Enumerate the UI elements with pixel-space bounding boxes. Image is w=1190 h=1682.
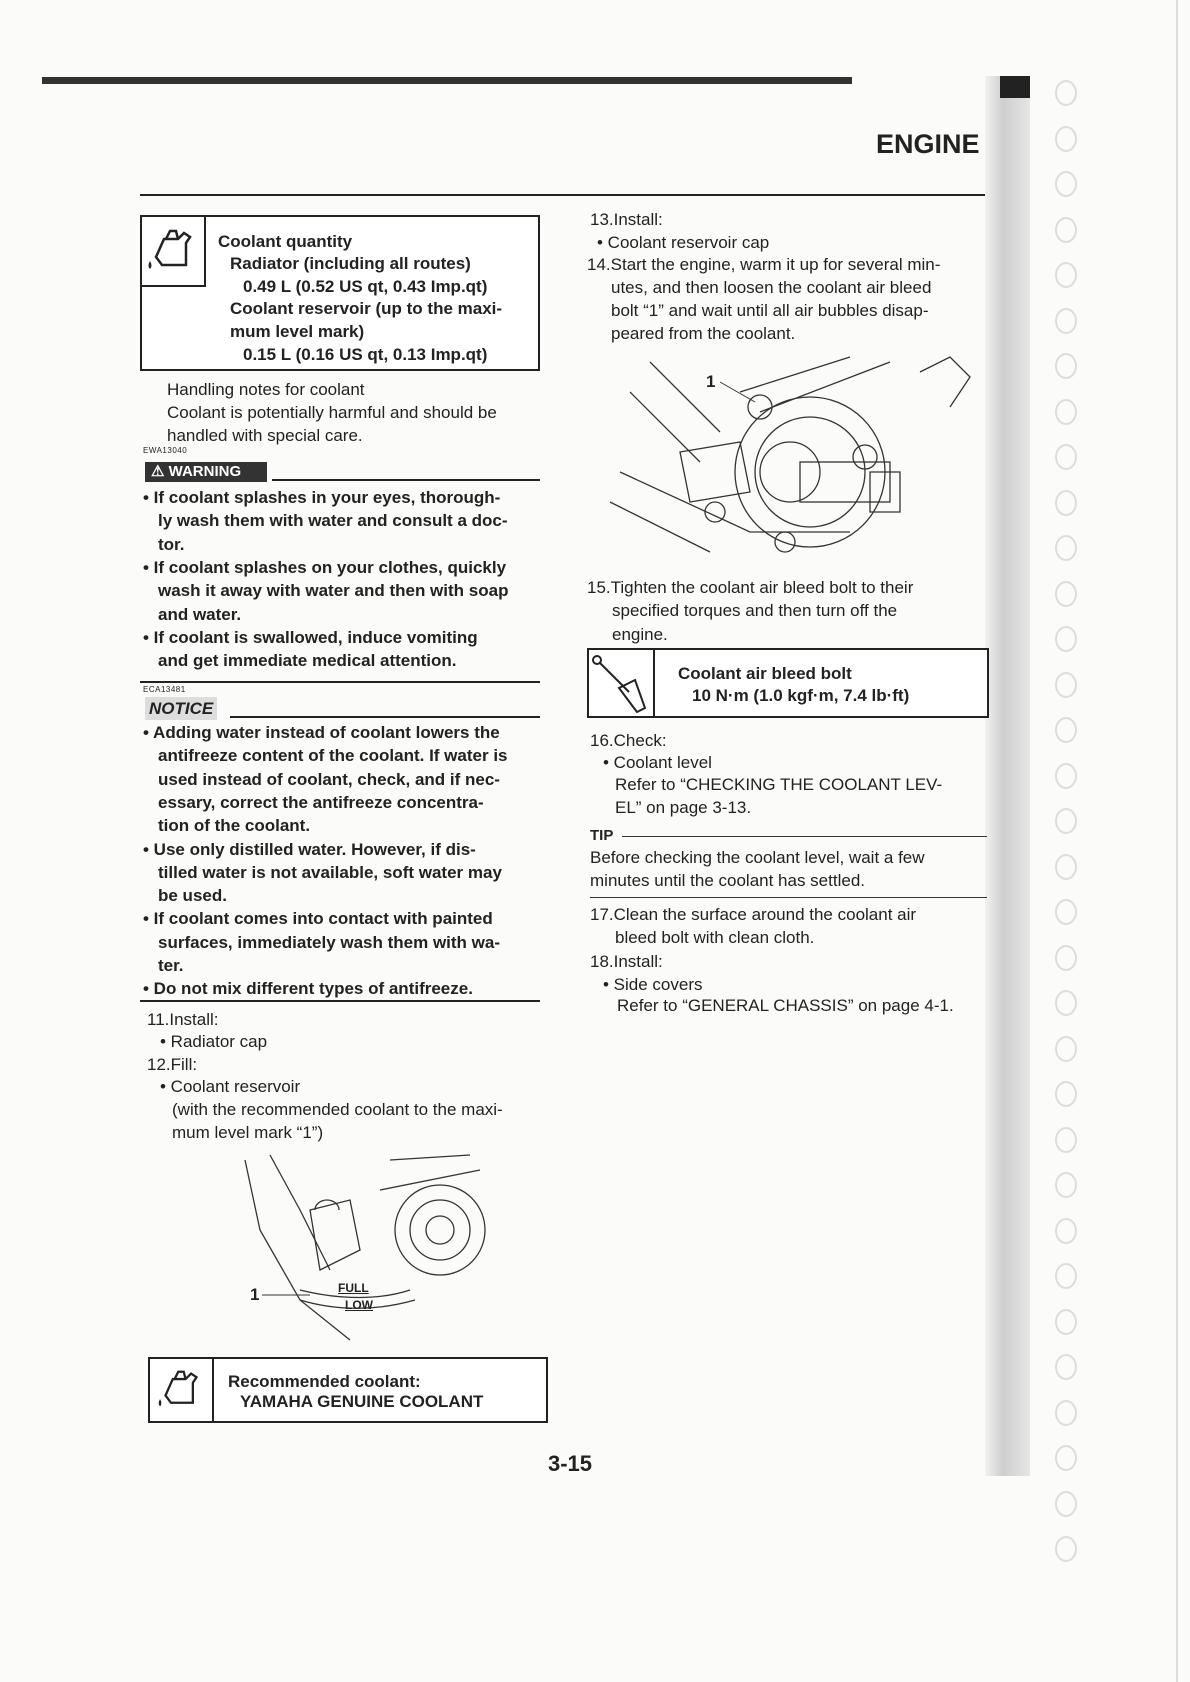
bullet-line: antifreeze content of the coolant. If water is bbox=[158, 746, 508, 766]
tip-text: minutes until the coolant has settled. bbox=[590, 871, 865, 890]
binder-hole bbox=[1055, 945, 1077, 971]
step-text: 17.Clean the surface around the coolant air bbox=[590, 905, 917, 924]
bullet-line: and water. bbox=[158, 604, 242, 624]
torque-title: Coolant air bleed bolt bbox=[678, 664, 852, 683]
step-text: • Radiator cap bbox=[160, 1032, 268, 1051]
bullet-line: • Adding water instead of coolant lowers the bbox=[143, 723, 500, 742]
step-text: • Side covers bbox=[603, 975, 703, 994]
bullet-line: • If coolant splashes on your clothes, quickly bbox=[143, 557, 507, 577]
binder-hole bbox=[1055, 717, 1077, 743]
step-text: 11.Install: bbox=[147, 1010, 219, 1029]
bullet-line: ly wash them with water and consult a doc- bbox=[158, 511, 508, 531]
section-title: ENGINE bbox=[876, 129, 980, 159]
binder-hole bbox=[1055, 990, 1077, 1016]
binder-hole bbox=[1055, 535, 1077, 561]
page-edge bbox=[1176, 0, 1178, 1682]
step-text: 12.Fill: bbox=[147, 1055, 198, 1074]
step-text: Refer to “GENERAL CHASSIS” on page 4-1. bbox=[617, 996, 954, 1015]
step-text: 15.Tighten the coolant air bleed bolt to their bbox=[587, 578, 914, 597]
binder-hole bbox=[1055, 581, 1077, 607]
step-text: mum level mark “1”) bbox=[172, 1123, 324, 1142]
binder-hole bbox=[1055, 399, 1077, 425]
engine-illustration bbox=[590, 352, 985, 570]
spec-title: Coolant quantity bbox=[218, 232, 353, 251]
low-mark: LOW bbox=[345, 1298, 373, 1312]
bullet-line: tion of the coolant. bbox=[158, 816, 311, 836]
callout-1: 1 bbox=[706, 372, 716, 391]
binder-hole bbox=[1055, 1309, 1077, 1335]
binder-hole bbox=[1055, 126, 1077, 152]
binder-hole bbox=[1055, 1036, 1077, 1062]
spec-line: Recommended coolant: bbox=[228, 1372, 421, 1391]
full-mark: FULL bbox=[338, 1281, 369, 1295]
header-bar bbox=[42, 77, 852, 84]
warning-rule bbox=[272, 479, 540, 481]
binder-hole bbox=[1055, 444, 1077, 470]
tip-text: Before checking the coolant level, wait a few bbox=[590, 848, 925, 867]
binder-hole bbox=[1055, 808, 1077, 834]
binder-hole bbox=[1055, 1536, 1077, 1562]
binder-hole bbox=[1055, 1491, 1077, 1517]
notice-badge: NOTICE bbox=[145, 697, 217, 720]
step-text: 18.Install: bbox=[590, 952, 663, 971]
step-text: utes, and then loosen the coolant air bleed bbox=[611, 278, 932, 297]
binder-hole bbox=[1055, 1445, 1077, 1471]
step-text: specified torques and then turn off the bbox=[612, 601, 898, 620]
binder-hole bbox=[1055, 1400, 1077, 1426]
binder-hole bbox=[1055, 1354, 1077, 1380]
bullet-line: • Do not mix different types of antifreeze. bbox=[143, 979, 473, 999]
tip-rule bbox=[622, 836, 987, 837]
header-tab bbox=[985, 76, 1030, 1476]
binder-hole bbox=[1055, 1263, 1077, 1289]
binder-hole bbox=[1055, 1127, 1077, 1153]
bullet-line: wash it away with water and then with soap bbox=[158, 581, 509, 601]
spec-line: Coolant reservoir (up to the maxi- bbox=[230, 299, 503, 318]
binder-hole bbox=[1055, 490, 1077, 516]
bullet-line: essary, correct the antifreeze concentra- bbox=[158, 792, 484, 812]
binder-hole bbox=[1055, 353, 1077, 379]
binder-hole bbox=[1055, 1172, 1077, 1198]
binder-hole bbox=[1055, 217, 1077, 243]
tip-end-rule bbox=[590, 897, 987, 898]
step-text: Refer to “CHECKING THE COOLANT LEV- bbox=[615, 775, 943, 794]
notice-code: ECA13481 bbox=[143, 685, 186, 694]
binder-hole bbox=[1055, 80, 1077, 106]
bullet-line: tor. bbox=[158, 534, 185, 554]
binder-hole bbox=[1055, 1218, 1077, 1244]
spec-line: mum level mark) bbox=[230, 322, 365, 341]
bullet-line: be used. bbox=[158, 886, 227, 906]
spec-line: Radiator (including all routes) bbox=[230, 254, 471, 273]
header-tab-dark bbox=[1000, 76, 1030, 98]
step-text: bolt “1” and wait until all air bubbles disap- bbox=[611, 301, 929, 320]
callout-1: 1 bbox=[250, 1285, 260, 1304]
oil-can-icon bbox=[148, 1357, 214, 1423]
step-text: 16.Check: bbox=[590, 731, 667, 750]
header-rule bbox=[140, 194, 985, 196]
bullet-line: surfaces, immediately wash them with wa- bbox=[158, 932, 501, 952]
step-text: • Coolant level bbox=[603, 753, 712, 772]
torque-wrench-icon bbox=[587, 648, 655, 718]
binder-hole bbox=[1055, 899, 1077, 925]
bullet-line: • If coolant splashes in your eyes, thorough- bbox=[143, 488, 501, 507]
binder-hole bbox=[1055, 672, 1077, 698]
step-text: bleed bolt with clean cloth. bbox=[615, 928, 815, 947]
page-number: 3-15 bbox=[548, 1451, 593, 1476]
binder-hole bbox=[1055, 626, 1077, 652]
step-text: • Coolant reservoir cap bbox=[597, 233, 770, 252]
binder-hole bbox=[1055, 171, 1077, 197]
step-text: peared from the coolant. bbox=[611, 324, 796, 343]
warning-end-rule bbox=[140, 681, 540, 683]
step-text: EL” on page 3-13. bbox=[615, 798, 752, 817]
notice-end-rule bbox=[140, 1000, 540, 1002]
spec-line: 0.49 L (0.52 US qt, 0.43 Imp.qt) bbox=[243, 277, 488, 296]
bullet-line: used instead of coolant, check, and if nec- bbox=[158, 769, 500, 789]
bullet-line: • If coolant comes into contact with painted bbox=[143, 909, 493, 929]
bullet-line: ter. bbox=[158, 956, 184, 975]
bullet-line: • Use only distilled water. However, if dis- bbox=[143, 839, 476, 859]
binder-hole bbox=[1055, 1081, 1077, 1107]
handling-text: handled with special care. bbox=[167, 426, 363, 445]
step-text: engine. bbox=[612, 625, 668, 644]
binder-hole bbox=[1055, 308, 1077, 334]
handling-text: Handling notes for coolant bbox=[167, 380, 365, 399]
bullet-line: • If coolant is swallowed, induce vomiting bbox=[143, 627, 478, 647]
step-text: 14.Start the engine, warm it up for several min- bbox=[587, 255, 941, 274]
step-text: • Coolant reservoir bbox=[160, 1077, 301, 1096]
oil-can-icon bbox=[140, 215, 206, 287]
binder-hole bbox=[1055, 262, 1077, 288]
bullet-line: and get immediate medical attention. bbox=[158, 651, 457, 671]
torque-value: 10 N·m (1.0 kgf·m, 7.4 lb·ft) bbox=[692, 686, 910, 705]
step-text: (with the recommended coolant to the maxi- bbox=[172, 1100, 503, 1119]
warning-code: EWA13040 bbox=[143, 446, 188, 455]
handling-text: Coolant is potentially harmful and should be bbox=[167, 403, 497, 422]
binder-hole bbox=[1055, 854, 1077, 880]
bullet-line: tilled water is not available, soft water may bbox=[158, 862, 502, 882]
warning-badge bbox=[145, 462, 267, 482]
spec-line: YAMAHA GENUINE COOLANT bbox=[240, 1392, 484, 1411]
spec-line: 0.15 L (0.16 US qt, 0.13 Imp.qt) bbox=[243, 345, 488, 364]
step-text: 13.Install: bbox=[590, 210, 663, 229]
binder-hole bbox=[1055, 763, 1077, 789]
warning-triangle-icon: ⚠ bbox=[151, 463, 165, 480]
notice-rule bbox=[230, 716, 540, 718]
warning-label: WARNING bbox=[168, 463, 242, 480]
tip-label: TIP bbox=[590, 827, 614, 844]
